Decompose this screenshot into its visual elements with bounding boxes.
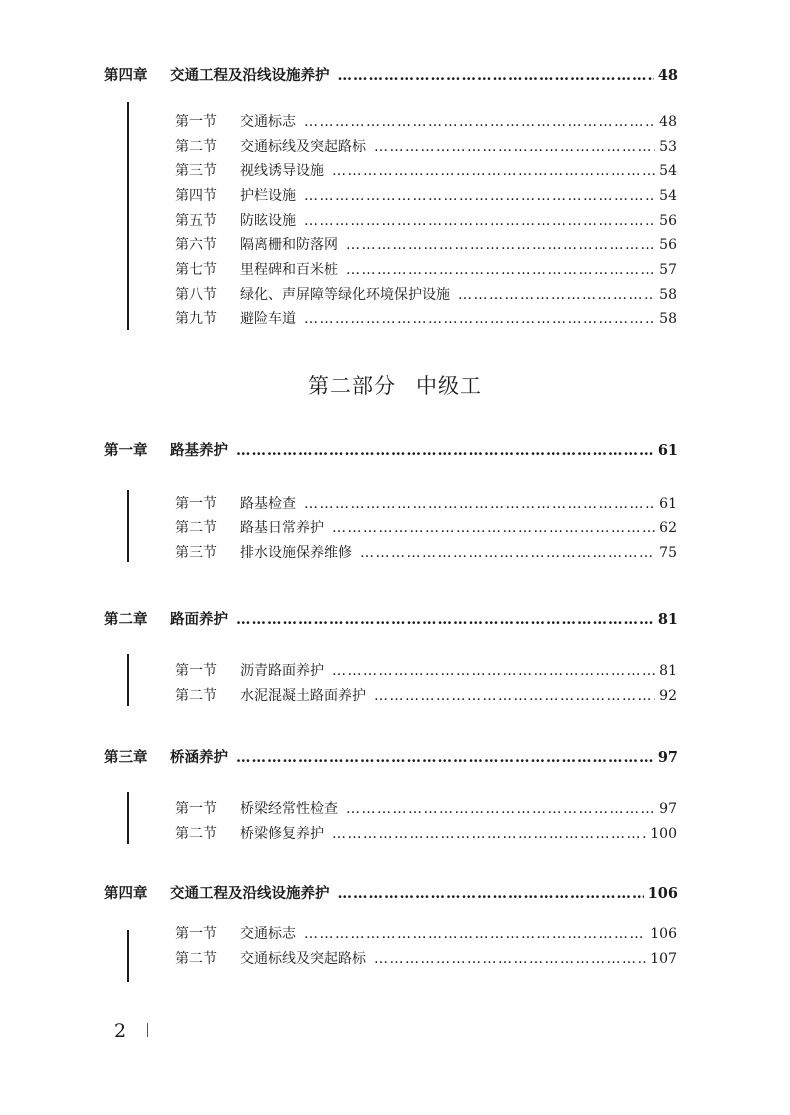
chapter-row[interactable] xyxy=(104,608,678,629)
page-number: 48 xyxy=(659,114,677,130)
dot-leader xyxy=(338,67,654,84)
chapter-number: 第一章 xyxy=(104,442,148,459)
page-number: 56 xyxy=(659,237,677,253)
dot-leader xyxy=(304,926,646,942)
page-number: 81 xyxy=(659,663,677,679)
section-title: 交通标线及突起路标 xyxy=(240,139,366,155)
section-number: 第三节 xyxy=(175,163,217,179)
dot-leader xyxy=(374,688,655,704)
chapter-title: 桥涵养护 xyxy=(170,749,228,766)
section-row[interactable] xyxy=(175,259,677,279)
section-bracket xyxy=(127,930,129,982)
chapter-title: 路面养护 xyxy=(170,611,228,628)
section-row[interactable] xyxy=(175,308,677,328)
section-bracket xyxy=(127,490,129,562)
page-number: 54 xyxy=(659,188,677,204)
page-number: 57 xyxy=(659,262,677,278)
section-title: 里程碑和百米桩 xyxy=(240,262,338,278)
section-title: 水泥混凝土路面养护 xyxy=(240,688,366,704)
section-row[interactable] xyxy=(175,210,677,230)
dot-leader xyxy=(304,496,655,512)
section-row[interactable] xyxy=(175,948,677,968)
dot-leader xyxy=(236,442,654,459)
section-number: 第五节 xyxy=(175,213,217,229)
section-number: 第四节 xyxy=(175,188,217,204)
section-row[interactable] xyxy=(175,234,677,254)
section-title: 隔离栅和防落网 xyxy=(240,237,338,253)
page-number: 61 xyxy=(657,442,678,459)
folio-page-number: 2 xyxy=(114,1020,127,1042)
page-number: 61 xyxy=(659,496,677,512)
dot-leader xyxy=(360,545,655,561)
section-title: 护栏设施 xyxy=(240,188,296,204)
page-number: 107 xyxy=(650,951,677,967)
section-row[interactable] xyxy=(175,111,677,131)
chapter-number: 第四章 xyxy=(104,885,148,902)
dot-leader xyxy=(458,287,655,303)
section-title: 交通标志 xyxy=(240,114,296,130)
dot-leader xyxy=(332,663,655,679)
dot-leader xyxy=(374,139,655,155)
section-bracket xyxy=(127,654,129,706)
section-title: 交通标线及突起路标 xyxy=(240,951,366,967)
chapter-number: 第二章 xyxy=(104,611,148,628)
section-row[interactable] xyxy=(175,136,677,156)
section-row[interactable] xyxy=(175,517,677,537)
dot-leader xyxy=(332,520,655,536)
section-number: 第三节 xyxy=(175,545,217,561)
section-title: 路基日常养护 xyxy=(240,520,324,536)
page-number: 75 xyxy=(659,545,677,561)
section-number: 第七节 xyxy=(175,262,217,278)
dot-leader xyxy=(338,885,644,902)
dot-leader xyxy=(332,826,646,842)
section-row[interactable] xyxy=(175,823,677,843)
dot-leader xyxy=(332,163,655,179)
page-number: 53 xyxy=(659,139,677,155)
chapter-row[interactable] xyxy=(104,882,678,903)
section-row[interactable] xyxy=(175,185,677,205)
page-number: 100 xyxy=(650,826,677,842)
dot-leader xyxy=(304,311,655,327)
chapter-title: 交通工程及沿线设施养护 xyxy=(170,885,330,902)
section-row[interactable] xyxy=(175,685,677,705)
section-number: 第九节 xyxy=(175,311,217,327)
section-number: 第一节 xyxy=(175,801,217,817)
section-row[interactable] xyxy=(175,493,677,513)
page-number: 58 xyxy=(659,311,677,327)
section-row[interactable] xyxy=(175,798,677,818)
section-row[interactable] xyxy=(175,542,677,562)
page-number: 62 xyxy=(659,520,677,536)
section-number: 第二节 xyxy=(175,688,217,704)
section-title: 视线诱导设施 xyxy=(240,163,324,179)
page-number: 54 xyxy=(659,163,677,179)
dot-leader xyxy=(236,611,654,628)
page-number: 106 xyxy=(647,885,678,902)
chapter-number: 第三章 xyxy=(104,749,148,766)
section-number: 第二节 xyxy=(175,520,217,536)
section-number: 第一节 xyxy=(175,114,217,130)
section-number: 第一节 xyxy=(175,926,217,942)
section-title: 桥梁修复养护 xyxy=(240,826,324,842)
section-number: 第二节 xyxy=(175,951,217,967)
page-number: 92 xyxy=(659,688,677,704)
chapter-number: 第四章 xyxy=(104,67,148,84)
section-title: 排水设施保养维修 xyxy=(240,545,352,561)
section-number: 第二节 xyxy=(175,139,217,155)
section-title: 避险车道 xyxy=(240,311,296,327)
chapter-title: 交通工程及沿线设施养护 xyxy=(170,67,330,84)
section-number: 第一节 xyxy=(175,663,217,679)
section-number: 第八节 xyxy=(175,287,217,303)
dot-leader xyxy=(304,188,655,204)
section-bracket xyxy=(127,792,129,844)
section-title: 沥青路面养护 xyxy=(240,663,324,679)
section-row[interactable] xyxy=(175,923,677,943)
chapter-row[interactable] xyxy=(104,64,678,85)
part-heading xyxy=(0,370,790,400)
dot-leader xyxy=(346,237,655,253)
chapter-row[interactable] xyxy=(104,439,678,460)
folio-divider xyxy=(147,1023,148,1037)
section-title: 桥梁经常性检查 xyxy=(240,801,338,817)
section-row[interactable] xyxy=(175,660,677,680)
page-number: 97 xyxy=(657,749,678,766)
chapter-title: 路基养护 xyxy=(170,442,228,459)
page-number: 81 xyxy=(657,611,678,628)
page-number: 58 xyxy=(659,287,677,303)
part-title: 中级工 xyxy=(416,374,482,398)
section-title: 防眩设施 xyxy=(240,213,296,229)
page-number: 97 xyxy=(659,801,677,817)
section-title: 交通标志 xyxy=(240,926,296,942)
section-title: 路基检查 xyxy=(240,496,296,512)
dot-leader xyxy=(346,801,655,817)
dot-leader xyxy=(346,262,655,278)
dot-leader xyxy=(236,749,654,766)
section-number: 第一节 xyxy=(175,496,217,512)
chapter-row[interactable] xyxy=(104,746,678,767)
part-number: 第二部分 xyxy=(308,374,396,398)
section-number: 第六节 xyxy=(175,237,217,253)
page-number: 106 xyxy=(650,926,677,942)
section-number: 第二节 xyxy=(175,826,217,842)
section-row[interactable] xyxy=(175,284,677,304)
section-title: 绿化、声屏障等绿化环境保护设施 xyxy=(240,287,450,303)
section-row[interactable] xyxy=(175,160,677,180)
page-number: 56 xyxy=(659,213,677,229)
dot-leader xyxy=(304,114,655,130)
dot-leader xyxy=(304,213,655,229)
page-number: 48 xyxy=(657,67,678,84)
dot-leader xyxy=(374,951,646,967)
section-bracket xyxy=(127,102,129,330)
